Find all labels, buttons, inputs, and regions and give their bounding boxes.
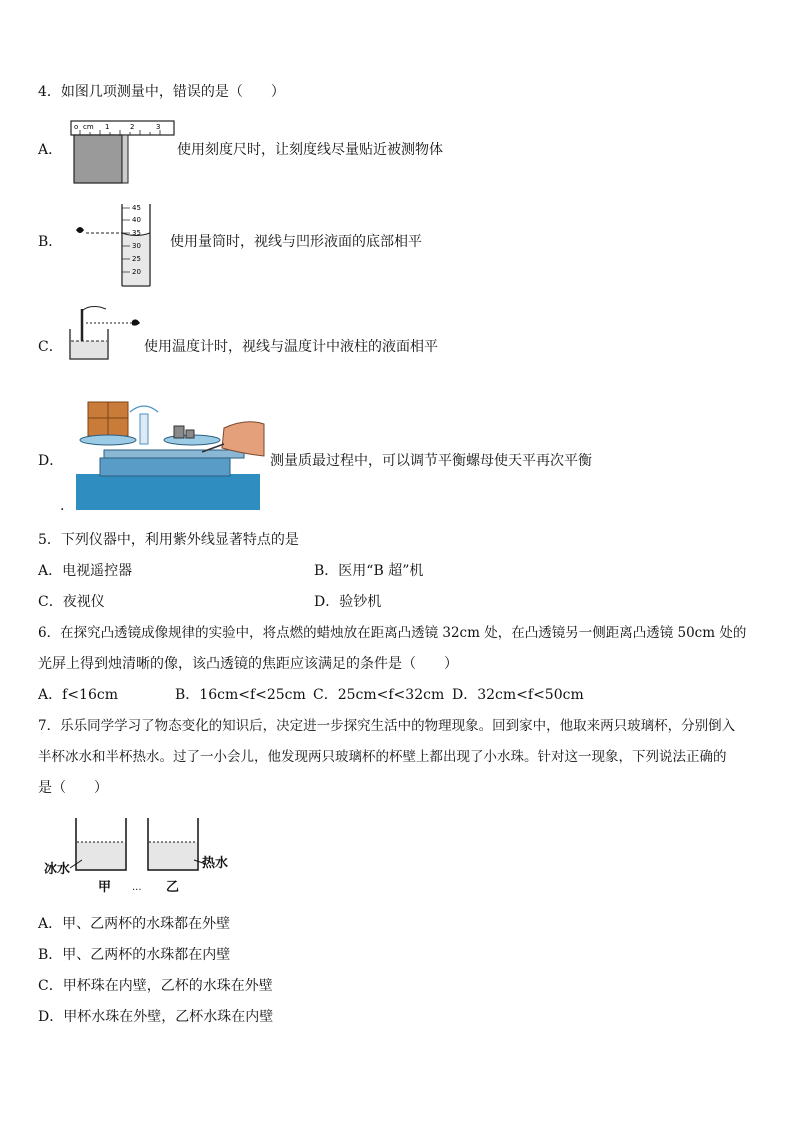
label-cup-yi: 乙 bbox=[166, 880, 180, 895]
q4-stem: 4．如图几项测量中，错误的是（ ） bbox=[38, 84, 285, 100]
cyl-tick-25: 25 bbox=[132, 255, 141, 263]
q4-option-d-text: 测量质最过程中，可以调节平衡螺母使天平再次平衡 bbox=[270, 453, 592, 469]
thermometer-figure bbox=[66, 303, 146, 361]
q7-option-d: D．甲杯水珠在外壁，乙杯水珠在内壁 bbox=[38, 1009, 274, 1025]
q7-stem-line1: 7．乐乐同学学习了物态变化的知识后，决定进一步探究生活中的物理现象。回到家中，他取来两只玻璃杯，分别倒入 bbox=[38, 718, 736, 734]
stray-dot: . bbox=[60, 498, 65, 514]
q6-option-a: A．f<16cm bbox=[38, 687, 118, 703]
q6-option-b: B．16cm<f<25cm bbox=[175, 687, 306, 703]
eye-icon bbox=[76, 227, 84, 233]
cyl-tick-30: 30 bbox=[132, 242, 141, 250]
cyl-tick-20: 20 bbox=[132, 268, 141, 276]
q7-stem-line2: 半杯冰水和半杯热水。过了一小会儿，他发现两只玻璃杯的杯壁上都出现了小水珠。针对这一现象，下列说法正确的 bbox=[38, 749, 727, 765]
ruler-tick-2: 2 bbox=[130, 123, 135, 131]
q6-stem-line1: 6．在探究凸透镜成像规律的实验中，将点燃的蜡烛放在距离凸透镜 32cm 处，在凸透镜另一侧距离凸透镜 50cm 处的 bbox=[38, 625, 747, 641]
q7-option-a: A．甲、乙两杯的水珠都在外壁 bbox=[38, 916, 231, 932]
q4-option-a-letter: A． bbox=[38, 142, 63, 158]
q4-option-a-text: 使用刻度尺时，让刻度线尽量贴近被测物体 bbox=[177, 142, 443, 158]
ruler-figure bbox=[70, 118, 176, 186]
hand-icon bbox=[82, 307, 106, 312]
q4-option-c-text: 使用温度计时，视线与温度计中液柱的液面相平 bbox=[144, 339, 438, 355]
eye-icon bbox=[132, 319, 140, 325]
q7-option-c: C．甲杯珠在内壁，乙杯的水珠在外壁 bbox=[38, 978, 273, 994]
cyl-tick-40: 40 bbox=[132, 216, 141, 224]
ruler-tick-3: 3 bbox=[156, 123, 161, 131]
cups-figure bbox=[40, 814, 240, 898]
balance-figure bbox=[74, 398, 266, 512]
q5-option-c: C．夜视仪 bbox=[38, 594, 105, 610]
q4-option-c-letter: C． bbox=[38, 339, 63, 355]
q4-option-b-letter: B． bbox=[38, 234, 63, 250]
q5-option-b: B．医用“B 超”机 bbox=[314, 563, 424, 579]
ruler-tick-cm: cm bbox=[83, 123, 94, 131]
label-ice-water: 冰水 bbox=[44, 862, 71, 877]
q6-option-d: D．32cm<f<50cm bbox=[452, 687, 584, 703]
q6-option-c: C．25cm<f<32cm bbox=[313, 687, 445, 703]
label-hot-water: 热水 bbox=[202, 856, 229, 871]
ruler-tick-o: o bbox=[74, 123, 79, 131]
q7-stem-line3: 是（ ） bbox=[38, 780, 108, 796]
q5-stem: 5．下列仪器中，利用紫外线显著特点的是 bbox=[38, 532, 299, 548]
q6-stem-line2: 光屏上得到烛清晰的像，该凸透镜的焦距应该满足的条件是（ ） bbox=[38, 656, 458, 672]
cylinder-figure bbox=[70, 200, 170, 290]
ruler-tick-1: 1 bbox=[105, 123, 110, 131]
cyl-tick-45: 45 bbox=[132, 204, 141, 212]
cyl-tick-35: 35 bbox=[132, 229, 141, 237]
label-sep: ... bbox=[132, 882, 142, 893]
q5-option-d: D．验钞机 bbox=[314, 594, 382, 610]
label-cup-jia: 甲 bbox=[98, 880, 112, 895]
q7-option-b: B．甲、乙两杯的水珠都在内壁 bbox=[38, 947, 231, 963]
q4-option-d-letter: D． bbox=[38, 453, 64, 469]
q5-option-a: A．电视遥控器 bbox=[38, 563, 133, 579]
q4-option-b-text: 使用量筒时，视线与凹形液面的底部相平 bbox=[170, 234, 422, 250]
